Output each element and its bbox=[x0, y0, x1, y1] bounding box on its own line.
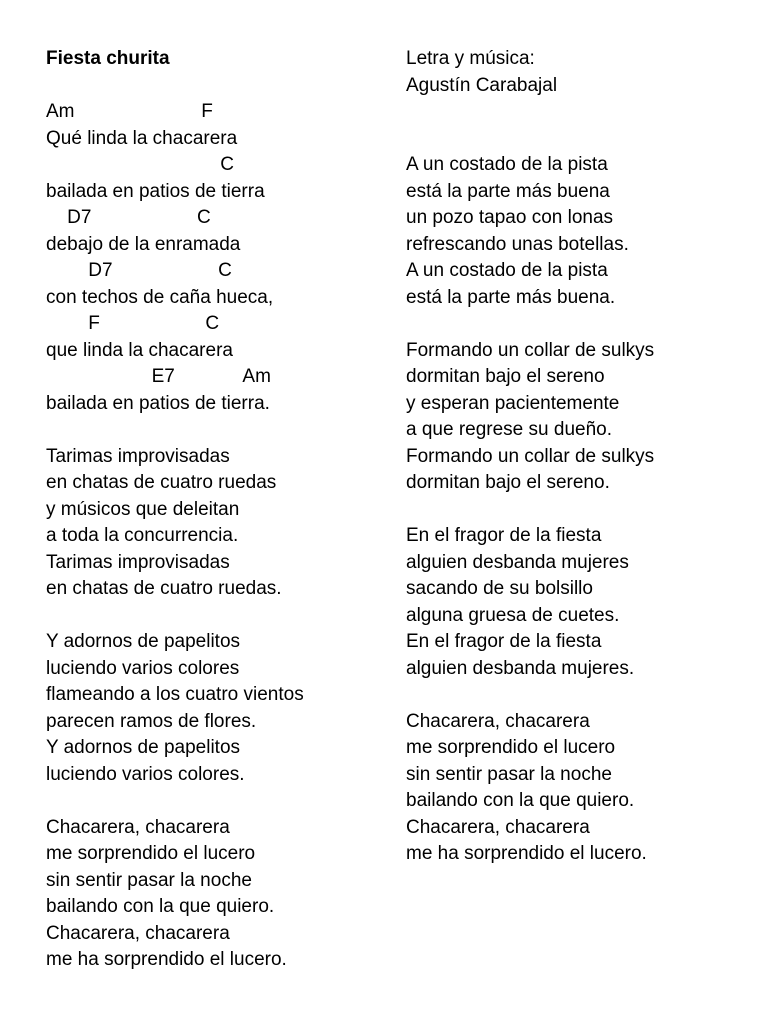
lyric-line: A un costado de la pista bbox=[406, 260, 608, 281]
lyric-line: Chacarera, chacarera bbox=[46, 816, 230, 838]
song-title: Fiesta churita bbox=[46, 48, 170, 69]
lyric-line: Chacarera, chacarera bbox=[406, 710, 590, 732]
verse-7 bbox=[406, 523, 746, 682]
verse-3 bbox=[46, 629, 386, 788]
lyric-line: y esperan pacientemente bbox=[406, 392, 620, 414]
lyric-line: y músicos que deleitan bbox=[46, 498, 240, 520]
lyric-line: me ha sorprendido el lucero. bbox=[46, 949, 287, 970]
lyric-line: en chatas de cuatro ruedas bbox=[46, 472, 277, 493]
chord-line: Am F bbox=[46, 101, 213, 122]
verse-1-with-chords bbox=[46, 99, 386, 417]
lyric-line: Y adornos de papelitos bbox=[46, 737, 241, 758]
credit-label: Letra y música: bbox=[406, 48, 535, 69]
lyric-line: Formando un collar de sulkys bbox=[406, 445, 655, 467]
lyric-line: En el fragor de la fiesta bbox=[406, 525, 602, 546]
lyric-line: flameando a los cuatro vientos bbox=[46, 684, 304, 705]
lyric-line: En el fragor de la fiesta bbox=[406, 631, 602, 652]
lyric-line: me sorprendido el lucero bbox=[406, 737, 616, 758]
lyric-line: está la parte más buena. bbox=[406, 286, 616, 308]
verse-8 bbox=[406, 709, 746, 868]
lyric-line: bailando con la que quiero. bbox=[406, 790, 635, 811]
lyric-line: está la parte más buena bbox=[406, 180, 610, 202]
verse-6 bbox=[406, 338, 746, 497]
lyric-line: Chacarera, chacarera bbox=[46, 922, 230, 944]
lyric-line: me ha sorprendido el lucero. bbox=[406, 843, 647, 864]
chord-line: F C bbox=[46, 313, 220, 334]
verse-5 bbox=[406, 152, 746, 311]
lyric-line: alguna gruesa de cuetes. bbox=[406, 604, 620, 626]
lyric-line: dormitan bajo el sereno bbox=[406, 366, 605, 387]
lyric-line: con techos de caña hueca, bbox=[46, 286, 274, 308]
lyric-line: dormitan bajo el sereno. bbox=[406, 472, 610, 493]
lyric-line: Chacarera, chacarera bbox=[406, 816, 590, 838]
lyric-line: alguien desbanda mujeres bbox=[406, 551, 629, 573]
chord-line: C bbox=[46, 154, 234, 175]
lyric-line: luciendo varios colores bbox=[46, 657, 240, 679]
lyric-line: me sorprendido el lucero bbox=[46, 843, 256, 864]
lyric-line: en chatas de cuatro ruedas. bbox=[46, 578, 282, 599]
left-column bbox=[46, 46, 386, 974]
verse-4 bbox=[46, 815, 386, 974]
lyric-line: A un costado de la pista bbox=[406, 154, 608, 175]
chord-line: E7 Am bbox=[46, 366, 271, 387]
verse-2 bbox=[46, 444, 386, 603]
chord-line: D7 C bbox=[46, 207, 211, 228]
right-column bbox=[406, 46, 746, 868]
lyric-line: Y adornos de papelitos bbox=[46, 631, 241, 652]
lyric-line: sacando de su bolsillo bbox=[406, 578, 593, 599]
lyric-line: Tarimas improvisadas bbox=[46, 551, 230, 573]
lyric-line: alguien desbanda mujeres. bbox=[406, 657, 635, 679]
lyric-line: sin sentir pasar la noche bbox=[406, 763, 612, 785]
lyric-line: Formando un collar de sulkys bbox=[406, 339, 655, 361]
lyric-line: a que regrese su dueño. bbox=[406, 419, 612, 440]
lyric-line: bailada en patios de tierra bbox=[46, 180, 265, 202]
lyric-line: sin sentir pasar la noche bbox=[46, 869, 252, 891]
lyric-line: bailada en patios de tierra. bbox=[46, 392, 270, 414]
lyric-line: luciendo varios colores. bbox=[46, 763, 245, 785]
lyric-line: parecen ramos de flores. bbox=[46, 710, 257, 732]
lyric-line: a toda la concurrencia. bbox=[46, 525, 239, 546]
lyric-line: debajo de la enramada bbox=[46, 233, 241, 255]
lyric-line: que linda la chacarera bbox=[46, 339, 233, 361]
chord-line: D7 C bbox=[46, 260, 232, 281]
lyric-line: bailando con la que quiero. bbox=[46, 896, 275, 917]
credit-author: Agustín Carabajal bbox=[406, 74, 558, 96]
lyric-line: un pozo tapao con lonas bbox=[406, 207, 614, 228]
lyric-line: refrescando unas botellas. bbox=[406, 233, 629, 255]
lyric-line: Tarimas improvisadas bbox=[46, 445, 230, 467]
lyric-line: Qué linda la chacarera bbox=[46, 127, 238, 149]
